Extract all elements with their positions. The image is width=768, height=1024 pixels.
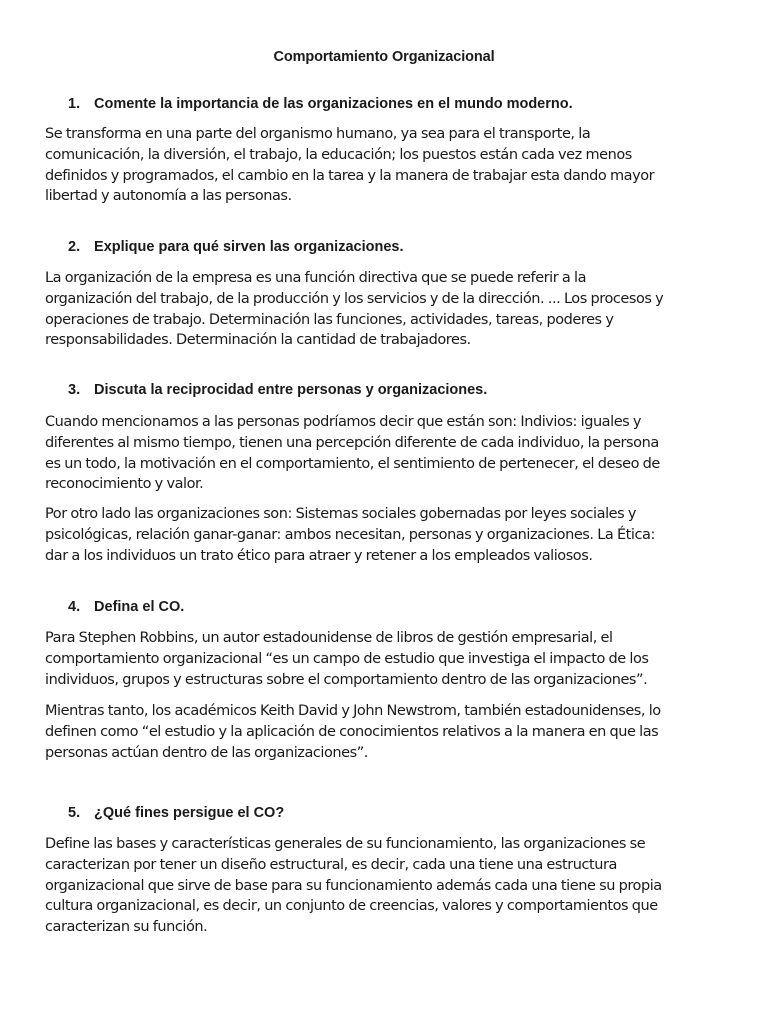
question-text: Explique para qué sirven las organizaciones.	[94, 239, 404, 255]
answer-4-paragraph-1	[45, 628, 725, 690]
question-text: Comente la importancia de las organizaciones en el mundo moderno.	[94, 96, 573, 112]
text-line: psicológicas, relación ganar-ganar: ambos necesitan, personas y organizaciones. La Ética:	[45, 526, 655, 543]
answer-5-paragraph-1	[45, 834, 725, 938]
text-line: organización del trabajo, de la producción y los servicios y de la dirección. ... Los procesos y	[45, 290, 664, 307]
text-line: Cuando mencionamos a las personas podríamos decir que están son: Indivios: iguales y	[45, 414, 642, 430]
answer-2-paragraph-1	[45, 268, 725, 351]
text-line: definidos y programados, el cambio en la tarea y la manera de trabajar esta dando mayor	[45, 167, 655, 184]
text-line: caracterizan su función.	[45, 919, 208, 936]
text-line: Se transforma en una parte del organismo humano, ya sea para el transporte, la	[45, 126, 591, 142]
text-line: Para Stephen Robbins, un autor estadounidense de libros de gestión empresarial, el	[45, 630, 613, 646]
text-line: individuos, grupos y estructuras sobre el comportamiento dentro de las organizaciones”.	[45, 671, 648, 688]
text-line: responsabilidades. Determinación la cantidad de trabajadores.	[45, 332, 471, 349]
text-line: reconocimiento y valor.	[45, 476, 204, 493]
text-line: dar a los individuos un trato ético para atraer y retener a los empleados valiosos.	[45, 547, 593, 564]
question-2-heading	[68, 239, 403, 255]
text-line: libertad y autonomía a las personas.	[45, 188, 292, 205]
text-line: organizacional que sirve de base para su funcionamiento además cada una tiene su propia	[45, 877, 662, 894]
answer-3-paragraph-2	[45, 504, 725, 566]
question-1-heading	[68, 96, 573, 112]
text-line: Define las bases y características generales de su funcionamiento, las organizaciones se	[45, 836, 646, 852]
text-line: es un todo, la motivación en el comportamiento, el sentimiento de pertenecer, el deseo de	[45, 455, 660, 472]
question-5-heading	[68, 805, 284, 821]
answer-1-paragraph-1	[45, 124, 725, 207]
question-text: ¿Qué fines persigue el CO?	[94, 805, 285, 821]
question-number: 2.	[68, 239, 81, 255]
answer-4-paragraph-2	[45, 701, 725, 763]
answer-3-paragraph-1	[45, 412, 725, 495]
question-text: Discuta la reciprocidad entre personas y organizaciones.	[94, 382, 488, 398]
question-number: 1.	[68, 96, 81, 112]
text-line: cultura organizacional, es decir, un conjunto de creencias, valores y comportamientos que	[45, 898, 658, 915]
text-line: Mientras tanto, los académicos Keith David y John Newstrom, también estadounidenses, lo	[45, 703, 661, 719]
question-text: Defina el CO.	[94, 599, 185, 615]
question-number: 5.	[68, 805, 81, 821]
text-line: caracterizan por tener un diseño estructural, es decir, cada una tiene una estructura	[45, 856, 617, 873]
text-line: comportamiento organizacional “es un campo de estudio que investiga el impacto de los	[45, 650, 649, 667]
document-title: Comportamiento Organizacional	[273, 49, 495, 65]
text-line: comunicación, la diversión, el trabajo, la educación; los puestos están cada vez menos	[45, 146, 632, 163]
question-number: 4.	[68, 599, 81, 615]
text-line: operaciones de trabajo. Determinación las funciones, actividades, tareas, poderes y	[45, 311, 614, 328]
text-line: definen como “el estudio y la aplicación de conocimientos relativos a la manera en que las	[45, 723, 659, 740]
text-line: personas actúan dentro de las organizaciones”.	[45, 744, 368, 761]
question-4-heading	[68, 599, 184, 615]
text-line: diferentes al mismo tiempo, tienen una percepción diferente de cada individuo, la persona	[45, 434, 659, 451]
text-line: Por otro lado las organizaciones son: Sistemas sociales gobernadas por leyes sociales y	[45, 506, 637, 522]
question-number: 3.	[68, 382, 81, 398]
question-3-heading	[68, 382, 487, 398]
text-line: La organización de la empresa es una función directiva que se puede referir a la	[45, 270, 587, 286]
